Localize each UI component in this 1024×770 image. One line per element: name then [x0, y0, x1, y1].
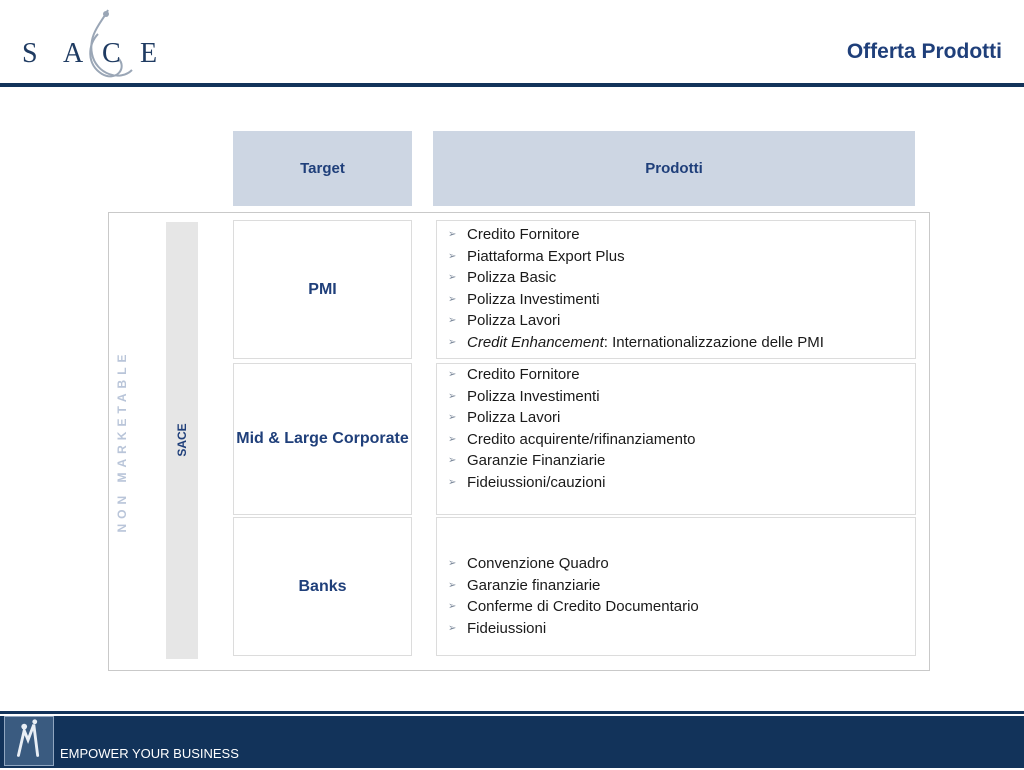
product-list	[448, 553, 699, 639]
list-item: ➢ Convenzione Quadro	[448, 553, 699, 575]
list-item: ➢ Garanzie Finanziarie	[448, 450, 695, 472]
products-cell-mid-large-corporate	[436, 363, 916, 515]
list-item: ➢ Polizza Lavori	[448, 310, 824, 332]
list-item: ➢ Credit Enhancement: Internationalizzazione delle PMI	[448, 332, 824, 354]
target-cell-pmi: PMI	[233, 220, 412, 359]
list-item: ➢ Polizza Lavori	[448, 407, 695, 429]
product-list	[448, 224, 824, 354]
arrow-bullet-icon: ➢	[448, 579, 457, 591]
sace-logo	[18, 4, 168, 84]
list-item: ➢ Credito Fornitore	[448, 364, 695, 386]
column-header-prodotti: Prodotti	[433, 131, 915, 206]
list-item: ➢ Garanzie finanziarie	[448, 575, 699, 597]
logo-letter-a: A	[63, 38, 84, 69]
logo-letter-c: C	[102, 38, 121, 69]
list-item: ➢ Credito acquirente/rifinanziamento	[448, 429, 695, 451]
arrow-bullet-icon: ➢	[448, 601, 457, 613]
list-item: ➢ Credito Fornitore	[448, 224, 824, 246]
arrow-bullet-icon: ➢	[448, 369, 457, 380]
target-cell-banks: Banks	[233, 517, 412, 656]
list-item: ➢ Polizza Investimenti	[448, 386, 695, 408]
list-item: ➢ Polizza Investimenti	[448, 289, 824, 311]
logo-letter-s: S	[22, 38, 38, 69]
list-item: ➢ Fideiussioni/cauzioni	[448, 472, 695, 494]
target-cell-mid-large-corporate: Mid & Large Corporate	[233, 363, 412, 515]
arrow-bullet-icon: ➢	[448, 433, 457, 445]
arrow-bullet-icon: ➢	[448, 476, 457, 488]
list-item: ➢ Fideiussioni	[448, 618, 699, 640]
climbers-icon	[4, 716, 54, 766]
products-cell-banks	[436, 517, 916, 656]
arrow-bullet-icon: ➢	[448, 293, 457, 305]
list-item: ➢ Conferme di Credito Documentario	[448, 596, 699, 618]
column-header-target: Target	[233, 131, 412, 206]
arrow-bullet-icon: ➢	[448, 272, 457, 284]
arrow-bullet-icon: ➢	[448, 336, 457, 348]
footer-tagline: EMPOWER YOUR BUSINESS	[60, 746, 239, 761]
header-divider	[0, 83, 1024, 87]
arrow-bullet-icon: ➢	[448, 558, 457, 569]
list-item: ➢ Piattaforma Export Plus	[448, 246, 824, 268]
footer-divider	[0, 711, 1024, 714]
logo-letter-e: E	[140, 38, 158, 69]
list-item: ➢ Polizza Basic	[448, 267, 824, 289]
products-cell-pmi	[436, 220, 916, 359]
arrow-bullet-icon: ➢	[448, 622, 457, 634]
arrow-bullet-icon: ➢	[448, 455, 457, 467]
arrow-bullet-icon: ➢	[448, 390, 457, 402]
page-title: Offerta Prodotti	[846, 40, 1002, 63]
arrow-bullet-icon: ➢	[448, 250, 457, 262]
arrow-bullet-icon: ➢	[448, 315, 457, 327]
product-list	[448, 364, 695, 494]
credit-enhancement-term: Credit Enhancement	[467, 333, 604, 351]
arrow-bullet-icon: ➢	[448, 229, 457, 240]
arrow-bullet-icon: ➢	[448, 412, 457, 424]
